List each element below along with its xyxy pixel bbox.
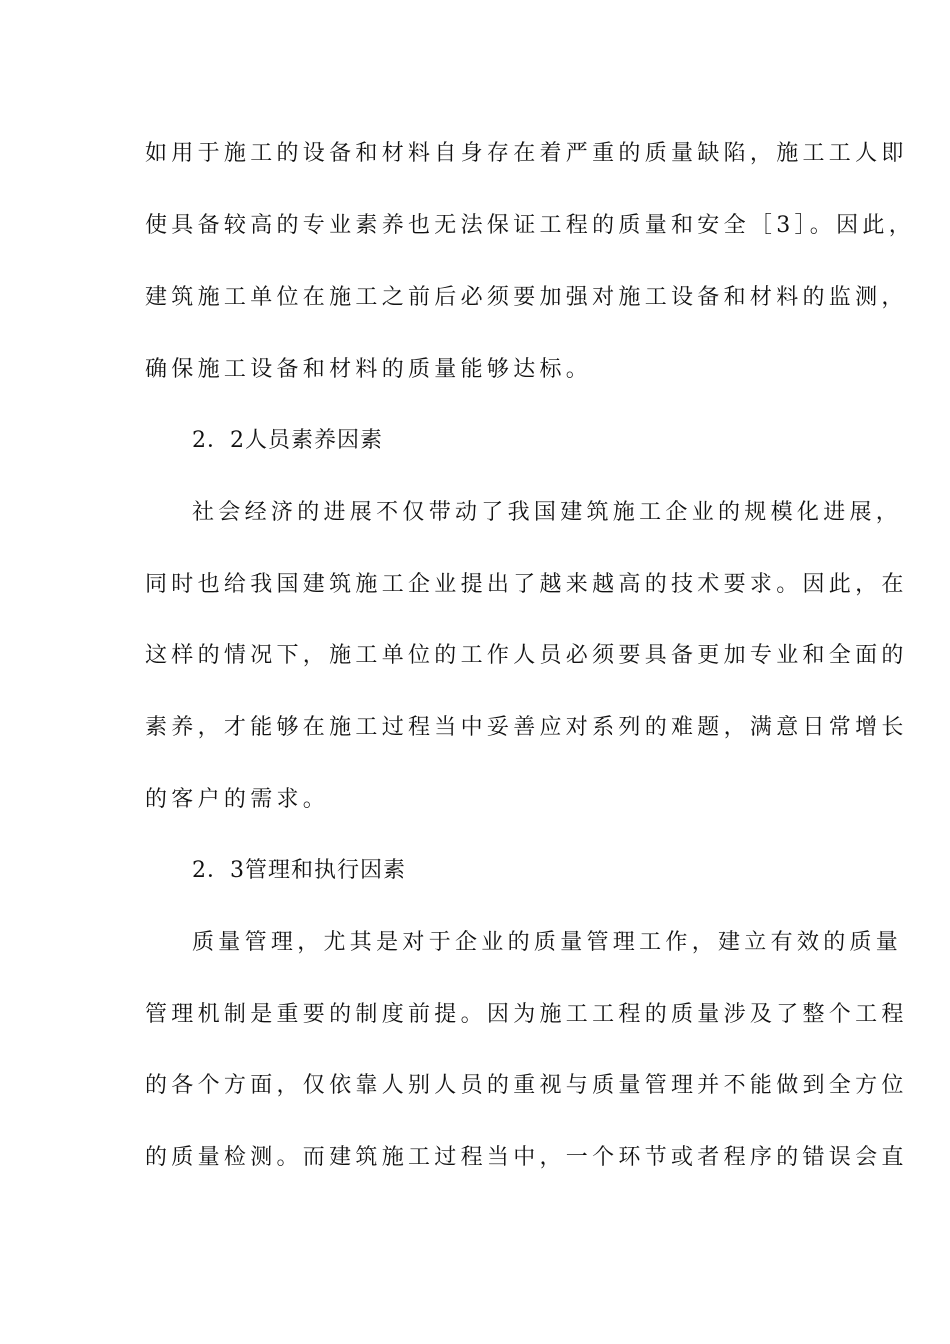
paragraph-line: 的质量检测。而建筑施工过程当中，一个环节或者程序的错误会直 <box>145 1145 908 1170</box>
paragraph-line: 的各个方面，仅依靠人别人员的重视与质量管理并不能做到全方位 <box>145 1073 908 1098</box>
paragraph-line: 同时也给我国建筑施工企业提出了越来越高的技术要求。因此，在 <box>145 572 908 597</box>
section-heading: 2．3管理和执行因素 <box>192 858 406 883</box>
paragraph-line: 建筑施工单位在施工之前后必须要加强对施工设备和材料的监测， <box>145 285 908 310</box>
paragraph-line: 使具备较高的专业素养也无法保证工程的质量和安全［3］。因此， <box>145 213 915 238</box>
paragraph-line: 如用于施工的设备和材料自身存在着严重的质量缺陷，施工工人即 <box>145 141 908 166</box>
paragraph-line: 的客户的需求。 <box>145 787 330 812</box>
paragraph-line: 确保施工设备和材料的质量能够达标。 <box>145 357 593 382</box>
paragraph-line: 这样的情况下，施工单位的工作人员必须要具备更加专业和全面的 <box>145 643 908 668</box>
section-heading: 2．2人员素养因素 <box>192 428 383 453</box>
paragraph-line: 管理机制是重要的制度前提。因为施工工程的质量涉及了整个工程 <box>145 1002 908 1027</box>
paragraph-line: 社会经济的进展不仅带动了我国建筑施工企业的规模化进展， <box>192 500 903 525</box>
paragraph-line: 质量管理，尤其是对于企业的质量管理工作，建立有效的质量 <box>192 930 903 955</box>
paragraph-line: 素养，才能够在施工过程当中妥善应对系列的难题，满意日常增长 <box>145 715 908 740</box>
